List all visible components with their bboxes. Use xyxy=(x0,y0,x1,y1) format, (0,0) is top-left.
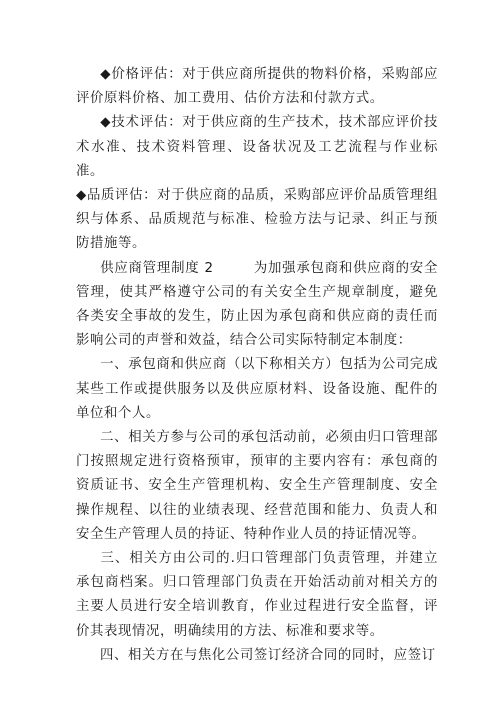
section-title: 供应商管理制度 2 xyxy=(100,260,214,276)
paragraph-clause-4 xyxy=(76,644,438,668)
paragraph-clause-3 xyxy=(76,547,438,644)
paragraph-clause-2 xyxy=(76,426,438,547)
paragraph-text: 一、承包商和供应商（以下称相关方）包括为公司完成某些工作或提供服务以及供应原材料、设备设施、配件的单位和个人。 xyxy=(76,357,438,421)
paragraph-clause-1 xyxy=(76,353,438,426)
paragraph-text: 三、相关方由公司的.归口管理部门负责管理，并建立承包商档案。归口管理部门负责在开始活动前对相关方的主要人员进行安全培训教育，作业过程进行安全监督，评价其表现情况，明确续用的方法、标准和要求等。 xyxy=(76,551,438,639)
paragraph-text: 四、相关方在与焦化公司签订经济合同的同时，应签订 xyxy=(100,647,436,663)
paragraph-tech-evaluation xyxy=(76,111,438,184)
paragraph-price-evaluation xyxy=(76,63,438,111)
paragraph-text: ◆品质评估：对于供应商的品质，采购部应评价品质管理组织与体系、品质规范与标准、检验方法与记录、纠正与预防措施等。 xyxy=(76,188,438,252)
paragraph-text: ◆技术评估：对于供应商的生产技术，技术部应评价技术水准、技术资料管理、设备状况及工艺流程与作业标准。 xyxy=(76,115,438,179)
paragraph-regulation-intro xyxy=(76,257,438,354)
paragraph-text: 二、相关方参与公司的承包活动前，必须由归口管理部门按照规定进行资格预审，预审的主要内容有：承包商的资质证书、安全生产管理机构、安全生产管理制度、安全操作规程、以往的业绩表现、经营范围和能力、负责人和安全生产管理人员的持证、特种作业人员的持证情况等。 xyxy=(76,430,438,542)
paragraph-text: ◆价格评估：对于供应商所提供的物料价格，采购部应评价原料价格、加工费用、估价方法和付款方式。 xyxy=(76,67,438,107)
paragraph-quality-evaluation xyxy=(76,184,438,257)
paragraph-text: 为加强承包商和供应商的安全管理，使其严格遵守公司的有关安全生产规章制度，避免各类安全事故的发生，防止因为承包商和供应商的责任而影响公司的声誉和效益，结合公司实际特制定本制度： xyxy=(76,260,438,349)
